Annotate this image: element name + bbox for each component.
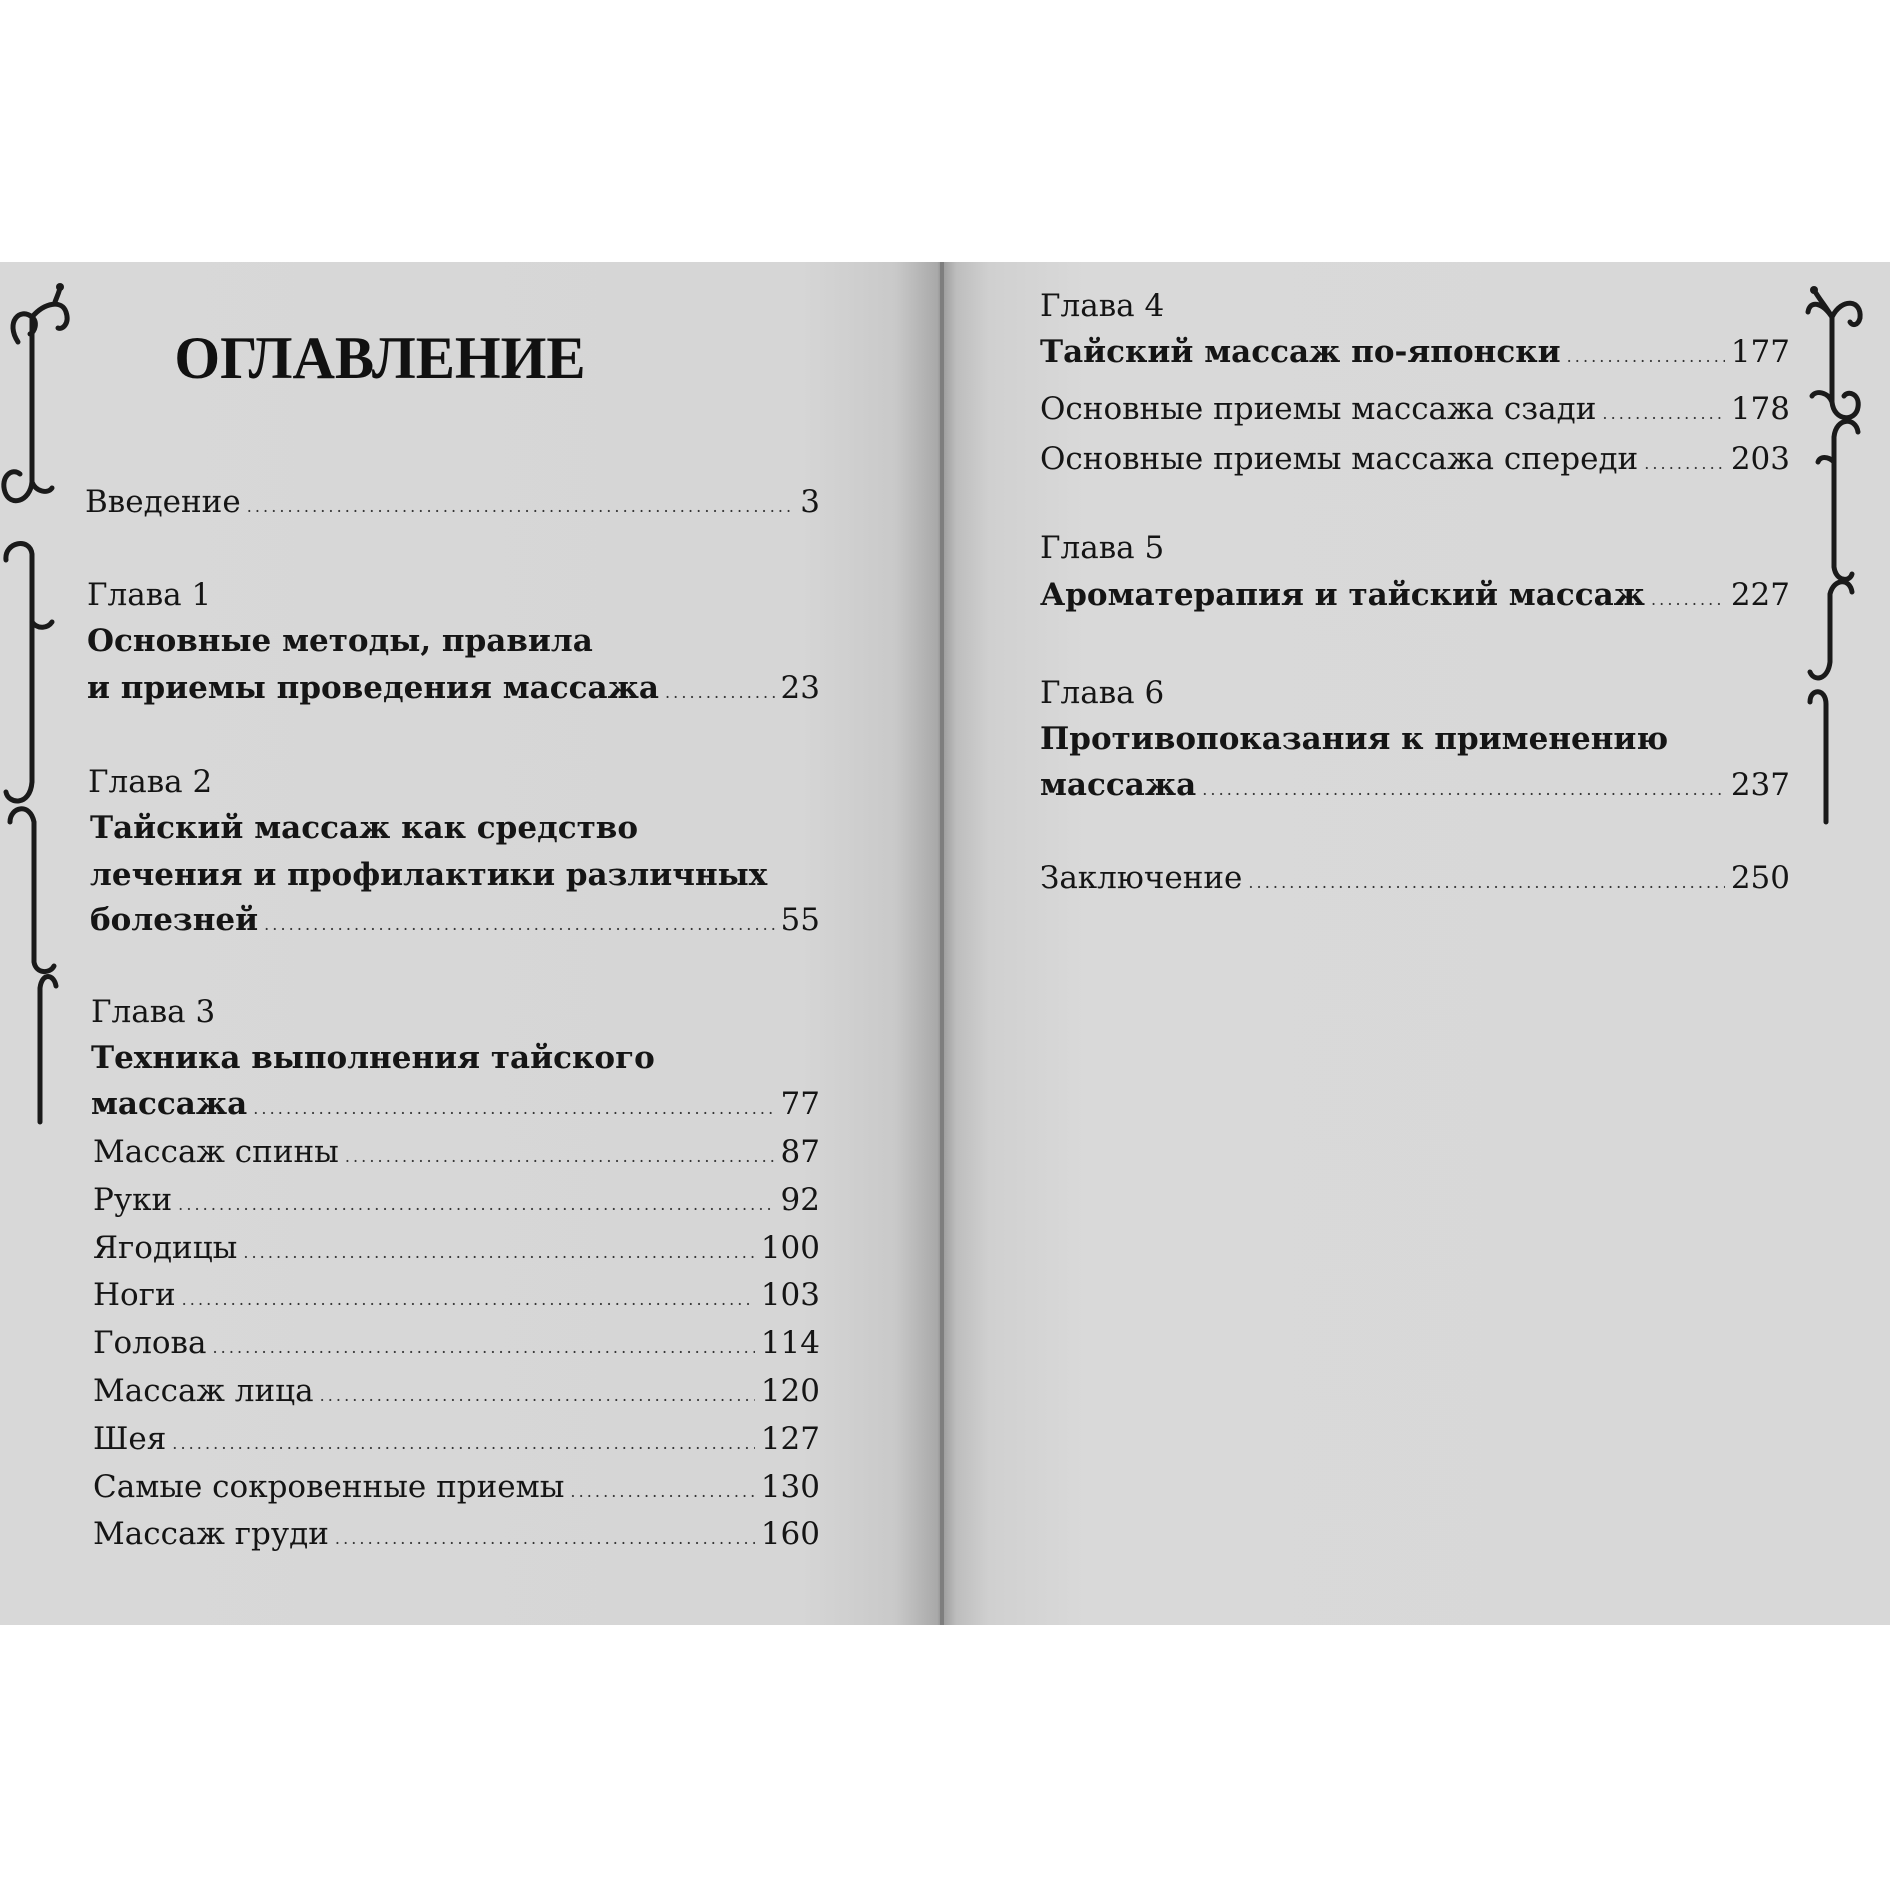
dot-leader xyxy=(1567,337,1725,377)
dot-leader xyxy=(320,1376,755,1416)
toc-entry-chapter-5[interactable] xyxy=(1040,575,1790,620)
toc-entry-chapter-4[interactable] xyxy=(1040,332,1790,377)
chapter-1-title-line2: и приемы проведения массажа xyxy=(87,670,659,706)
dot-leader xyxy=(665,673,775,713)
chapter-2-title-line3: болезней xyxy=(90,902,259,938)
toc-entry-intro[interactable] xyxy=(85,482,820,527)
book-spine xyxy=(940,262,944,1625)
toc-entry-label: Введение xyxy=(85,484,241,520)
chapter-3-title-line1[interactable]: Техника выполнения тайского xyxy=(91,1040,655,1076)
toc-entry-section[interactable] xyxy=(93,1514,820,1559)
toc-entry-label: Основные приемы массажа спереди xyxy=(1040,441,1639,477)
toc-entry-label: Самые сокровенные приемы xyxy=(93,1468,565,1505)
toc-entry-page: 237 xyxy=(1730,767,1790,803)
toc-entry-page: 55 xyxy=(780,902,820,938)
chapter-3-title-line2: массажа xyxy=(91,1086,248,1122)
toc-entry-page: 127 xyxy=(760,1420,820,1457)
chapter-3-heading: Глава 3 xyxy=(91,994,216,1030)
toc-entry-page: 92 xyxy=(780,1181,820,1218)
dot-leader xyxy=(1651,580,1725,620)
toc-entry-label: Массаж груди xyxy=(93,1516,329,1553)
chapter-1-title-line1[interactable]: Основные методы, правила xyxy=(87,623,593,659)
toc-entry-chapter-2[interactable] xyxy=(90,900,820,945)
toc-entry-label: Ноги xyxy=(93,1277,176,1314)
dot-leader xyxy=(172,1424,755,1464)
toc-entry-page: 130 xyxy=(760,1468,820,1505)
toc-entry-page: 103 xyxy=(760,1277,820,1314)
toc-entry-label: Шея xyxy=(93,1420,167,1457)
toc-entry-chapter-6[interactable] xyxy=(1040,765,1790,810)
toc-entry-label: Руки xyxy=(93,1181,173,1218)
toc-entry-section[interactable] xyxy=(1040,389,1790,434)
toc-entry-conclusion[interactable] xyxy=(1040,858,1790,903)
toc-entry-label: Голова xyxy=(93,1325,207,1362)
chapter-1-heading: Глава 1 xyxy=(87,577,212,613)
toc-entry-page: 100 xyxy=(760,1229,820,1266)
toc-entry-chapter-1[interactable] xyxy=(87,668,820,713)
toc-entry-page: 178 xyxy=(1730,391,1790,427)
dot-leader xyxy=(178,1185,774,1225)
toc-entry-page: 77 xyxy=(780,1086,820,1122)
scroll-ornament-icon xyxy=(1800,262,1890,962)
toc-entry-chapter-3[interactable] xyxy=(91,1084,820,1129)
dot-leader xyxy=(253,1089,774,1129)
dot-leader xyxy=(212,1328,754,1368)
chapter-2-heading: Глава 2 xyxy=(88,764,213,800)
toc-entry-page: 177 xyxy=(1730,334,1790,370)
chapter-5-title: Ароматерапия и тайский массаж xyxy=(1040,577,1645,613)
dot-leader xyxy=(243,1233,755,1273)
scroll-ornament-icon xyxy=(0,262,90,1162)
toc-entry-section[interactable] xyxy=(93,1275,820,1320)
dot-leader xyxy=(1644,444,1725,484)
dot-leader xyxy=(1202,770,1725,810)
dot-leader xyxy=(182,1280,755,1320)
toc-entry-section[interactable] xyxy=(93,1132,820,1177)
toc-entry-page: 114 xyxy=(760,1325,820,1362)
toc-entry-section[interactable] xyxy=(93,1371,820,1416)
toc-entry-label: Заключение xyxy=(1040,860,1243,896)
chapter-6-heading: Глава 6 xyxy=(1040,675,1165,711)
toc-entry-section[interactable] xyxy=(1040,439,1790,484)
toc-entry-section[interactable] xyxy=(93,1323,820,1368)
toc-entry-section[interactable] xyxy=(93,1467,820,1512)
chapter-4-title: Тайский массаж по-японски xyxy=(1040,334,1561,370)
toc-entry-label: Массаж спины xyxy=(93,1134,339,1170)
dot-leader xyxy=(345,1137,775,1177)
toc-entry-page: 160 xyxy=(760,1516,820,1553)
page-title: ОГЛАВЛЕНИЕ xyxy=(174,325,586,391)
chapter-2-title-line2[interactable]: лечения и профилактики различных xyxy=(90,857,768,893)
toc-entry-label: Ягодицы xyxy=(93,1229,238,1266)
dot-leader xyxy=(335,1519,755,1559)
toc-entry-section[interactable] xyxy=(93,1419,820,1464)
dot-leader xyxy=(1602,394,1724,434)
toc-entry-label: Массаж лица xyxy=(93,1373,314,1409)
chapter-2-title-line1[interactable]: Тайский массаж как средство xyxy=(90,810,639,846)
toc-entry-page: 250 xyxy=(1730,860,1790,896)
dot-leader xyxy=(570,1472,754,1512)
toc-entry-page: 87 xyxy=(780,1134,820,1170)
toc-entry-section[interactable] xyxy=(93,1228,820,1273)
toc-entry-page: 3 xyxy=(800,484,820,520)
toc-entry-page: 120 xyxy=(760,1373,820,1409)
chapter-4-heading: Глава 4 xyxy=(1040,288,1165,324)
book-spread xyxy=(0,262,1890,1625)
toc-entry-label: Основные приемы массажа сзади xyxy=(1040,391,1597,427)
chapter-5-heading: Глава 5 xyxy=(1040,530,1165,566)
toc-entry-page: 227 xyxy=(1730,577,1790,613)
toc-entry-page: 23 xyxy=(780,670,820,706)
dot-leader xyxy=(264,905,774,945)
dot-leader xyxy=(247,487,795,527)
chapter-6-title-line1[interactable]: Противопоказания к применению xyxy=(1040,721,1669,757)
chapter-6-title-line2: массажа xyxy=(1040,767,1197,803)
dot-leader xyxy=(1248,863,1724,903)
toc-entry-page: 203 xyxy=(1730,441,1790,477)
toc-entry-section[interactable] xyxy=(93,1180,820,1225)
